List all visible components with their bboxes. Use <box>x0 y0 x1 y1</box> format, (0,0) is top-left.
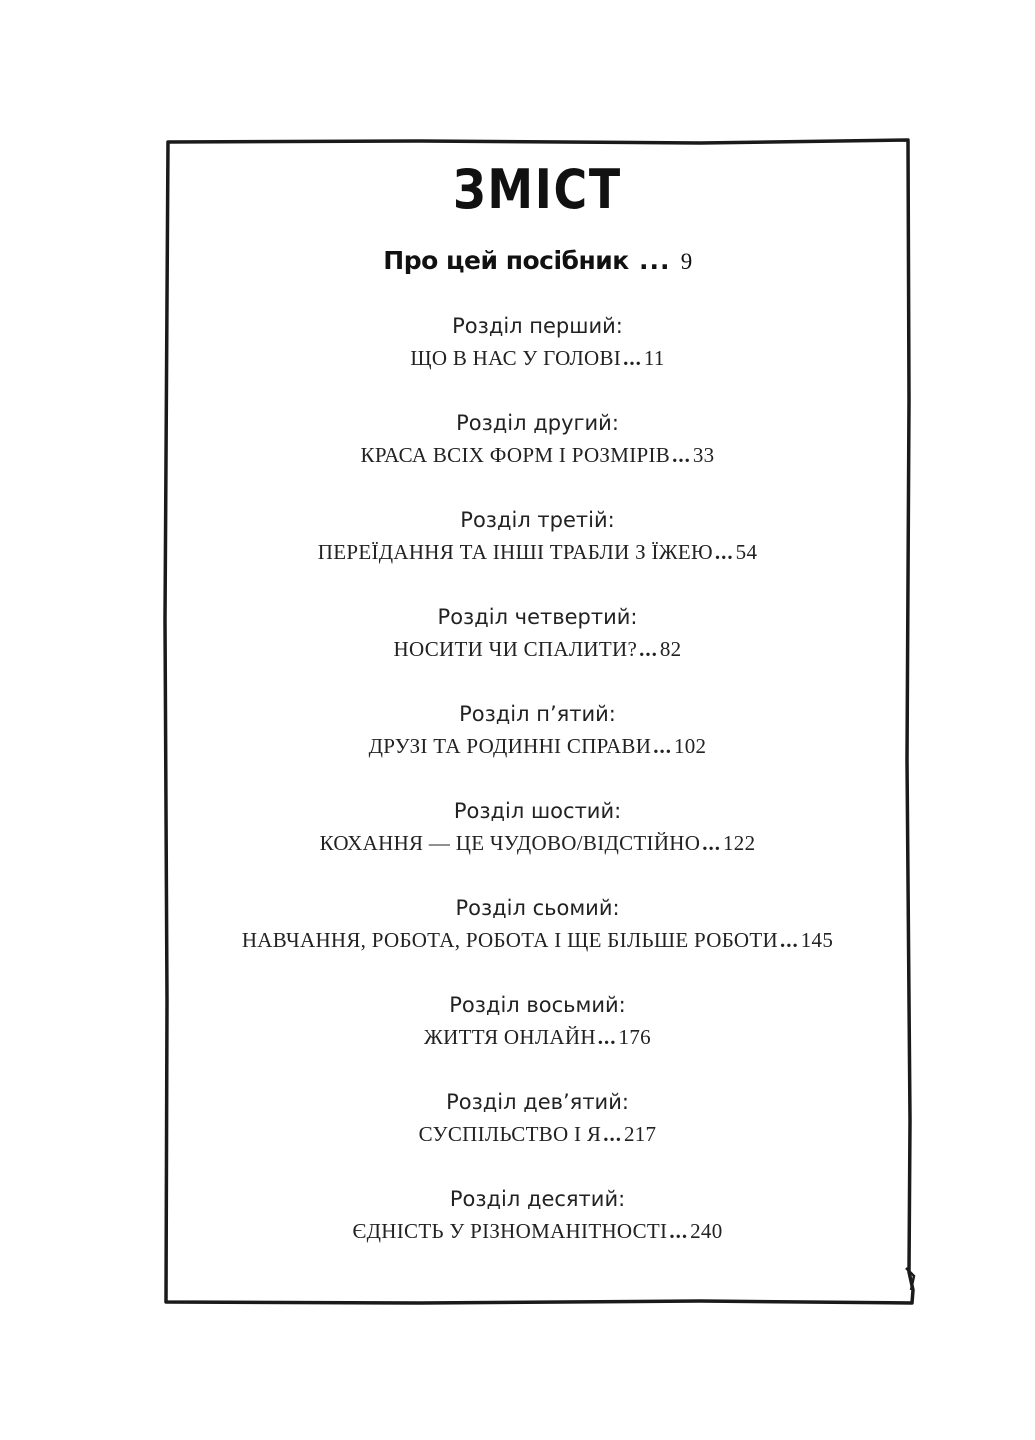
chapter-entry[interactable] <box>165 989 910 1053</box>
chapter-entry[interactable] <box>165 407 910 471</box>
chapter-label: Розділ третій: <box>460 508 615 532</box>
chapter-leader: ... <box>603 1122 622 1146</box>
chapter-label: Розділ восьмий: <box>449 993 626 1017</box>
chapter-label: Розділ десятий: <box>449 1187 626 1211</box>
chapter-entry[interactable] <box>165 601 910 665</box>
chapter-page: 33 <box>692 443 715 467</box>
chapter-entry[interactable] <box>165 1086 910 1150</box>
chapter-leader: ... <box>672 443 691 467</box>
intro-entry[interactable] <box>165 246 910 275</box>
chapter-title-line <box>165 1215 910 1247</box>
chapter-page: 145 <box>800 928 834 952</box>
chapter-title-line <box>165 536 910 568</box>
chapter-label: Розділ дев’ятий: <box>446 1090 629 1114</box>
chapter-leader: ... <box>639 637 658 661</box>
chapter-leader: ... <box>780 928 799 952</box>
chapter-title: КОХАННЯ — ЦЕ ЧУДОВО/ВІДСТІЙНО <box>319 831 701 855</box>
chapter-label: Розділ шостий: <box>453 799 622 823</box>
intro-page: 9 <box>680 249 692 274</box>
chapter-title-line <box>165 827 910 859</box>
chapter-page: 54 <box>735 540 758 564</box>
chapter-title: СУСПІЛЬСТВО І Я <box>418 1122 602 1146</box>
chapter-title: ЖИТТЯ ОНЛАЙН <box>424 1025 596 1049</box>
chapter-label: Розділ четвертий: <box>437 605 638 629</box>
chapter-title-line <box>165 1118 910 1150</box>
chapter-title: НАВЧАННЯ, РОБОТА, РОБОТА І ЩЕ БІЛЬШЕ РОБОТИ <box>241 928 778 952</box>
chapter-leader: ... <box>623 346 642 370</box>
chapter-title-line <box>165 342 910 374</box>
chapter-title: КРАСА ВСІХ ФОРМ І РОЗМІРІВ <box>360 443 671 467</box>
chapter-entry[interactable] <box>165 1183 910 1247</box>
intro-leader: ... <box>638 246 671 275</box>
chapter-label: Розділ перший: <box>452 314 623 338</box>
chapter-title: ЩО В НАС У ГОЛОВІ <box>410 346 622 370</box>
toc-heading: ЗМІСТ <box>453 158 622 221</box>
chapter-leader: ... <box>702 831 721 855</box>
chapter-title-line <box>165 633 910 665</box>
chapter-entry[interactable] <box>165 892 910 956</box>
intro-title: Про цей посібник <box>383 246 629 275</box>
chapter-label: Розділ п’ятий: <box>459 702 616 726</box>
chapter-label: Розділ сьомий: <box>455 896 620 920</box>
chapter-entry[interactable] <box>165 504 910 568</box>
chapter-title-line <box>165 924 910 956</box>
chapter-leader: ... <box>669 1219 689 1243</box>
chapter-leader: ... <box>653 734 672 758</box>
chapter-title: ДРУЗІ ТА РОДИННІ СПРАВИ <box>368 734 652 758</box>
chapter-title-line <box>165 439 910 471</box>
chapter-entry[interactable] <box>165 795 910 859</box>
chapter-page: 102 <box>673 734 707 758</box>
chapter-page: 240 <box>690 1219 723 1243</box>
chapter-page: 217 <box>623 1122 657 1146</box>
chapter-entry[interactable] <box>165 310 910 374</box>
chapter-title: ПЕРЕЇДАННЯ ТА ІНШІ ТРАБЛИ З ЇЖЕЮ <box>317 540 713 564</box>
chapter-title: НОСИТИ ЧИ СПАЛИТИ? <box>393 637 638 661</box>
chapter-title-line <box>165 1021 910 1053</box>
chapter-entry[interactable] <box>165 698 910 762</box>
chapter-page: 122 <box>723 831 756 855</box>
chapter-label: Розділ другий: <box>456 411 619 435</box>
chapter-page: 11 <box>643 346 665 370</box>
chapter-page: 82 <box>659 637 682 661</box>
chapter-leader: ... <box>714 540 734 564</box>
chapter-title-line <box>165 730 910 762</box>
chapter-page: 176 <box>618 1025 651 1049</box>
chapter-title: ЄДНІСТЬ У РІЗНОМАНІТНОСТІ <box>352 1219 668 1243</box>
chapter-leader: ... <box>597 1025 617 1049</box>
